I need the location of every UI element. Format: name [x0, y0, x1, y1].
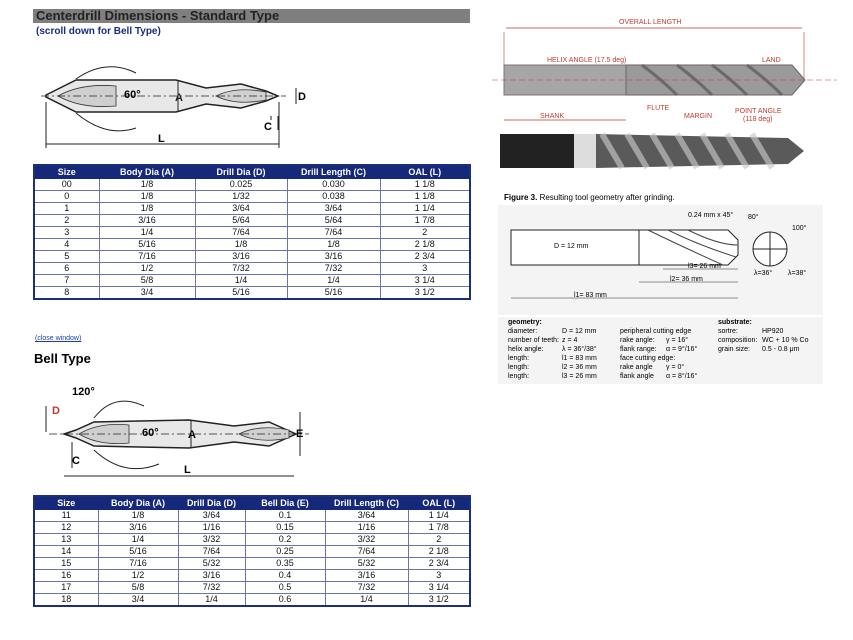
- spec-key: number of teeth:: [508, 337, 559, 344]
- table-cell: 7/16: [99, 251, 195, 263]
- flute-label: FLUTE: [647, 105, 670, 112]
- spec-row: [620, 345, 697, 354]
- scroll-note: (scroll down for Bell Type): [36, 26, 161, 37]
- table-cell: 6: [34, 263, 99, 275]
- bell-type-heading: Bell Type: [34, 351, 91, 366]
- spec-row: [620, 363, 697, 372]
- table-cell: 5/16: [98, 546, 178, 558]
- substrate-heading: substrate:: [718, 319, 752, 326]
- table-cell: 16: [34, 570, 98, 582]
- table-cell: 0.030: [287, 179, 380, 191]
- spec-row: [718, 336, 809, 345]
- table-row: [34, 263, 470, 275]
- figure-number: Figure 3.: [504, 193, 538, 202]
- spec-key: helix angle:: [508, 346, 544, 353]
- column-header: Body Dia (A): [99, 165, 195, 179]
- table-cell: 7/64: [178, 546, 245, 558]
- column-header: Size: [34, 165, 99, 179]
- table-cell: 1: [34, 203, 99, 215]
- table-row: [34, 582, 470, 594]
- table-cell: 0.1: [245, 510, 325, 522]
- table-row: [34, 570, 470, 582]
- table-cell: 1/32: [195, 191, 287, 203]
- bell-dimensions-table: [33, 495, 471, 607]
- label-a: A: [188, 429, 196, 441]
- table-row: [34, 251, 470, 263]
- label-l: L: [158, 133, 165, 145]
- table-cell: 1 1/8: [380, 191, 470, 203]
- table-cell: 7/64: [325, 546, 408, 558]
- spec-value: γ = 16°: [666, 337, 689, 344]
- table-cell: 5/16: [99, 239, 195, 251]
- label-e: E: [296, 428, 304, 440]
- table-cell: 13: [34, 534, 98, 546]
- table-cell: 3: [380, 263, 470, 275]
- spec-key: length:: [508, 364, 530, 371]
- table-row: [34, 179, 470, 191]
- table-cell: 3/64: [178, 510, 245, 522]
- table-cell: 1/2: [99, 263, 195, 275]
- l1-label: l1= 83 mm: [574, 292, 607, 299]
- table-cell: 00: [34, 179, 99, 191]
- spec-key: length:: [508, 373, 530, 380]
- label-d: D: [52, 405, 60, 417]
- table-cell: 3/16: [287, 251, 380, 263]
- table-cell: 14: [34, 546, 98, 558]
- table-cell: 1 1/4: [408, 510, 470, 522]
- table-cell: 1/8: [98, 510, 178, 522]
- table-header-row: [34, 496, 470, 510]
- column-header: Body Dia (A): [98, 496, 178, 510]
- table-cell: 1/2: [98, 570, 178, 582]
- table-cell: 3/64: [195, 203, 287, 215]
- table-cell: 15: [34, 558, 98, 570]
- spec-row: [508, 345, 597, 354]
- standard-centerdrill-diagram: [36, 58, 316, 150]
- table-cell: 2 3/4: [380, 251, 470, 263]
- table-cell: 8: [34, 287, 99, 300]
- spec-value: α = 8°/16°: [666, 373, 698, 380]
- column-header: OAL (L): [408, 496, 470, 510]
- figure-caption-text: Resulting tool geometry after grinding.: [539, 193, 675, 202]
- spec-key: peripheral cutting edge: [620, 328, 692, 335]
- spec-value: 0.5 - 0.8 μm: [762, 346, 800, 353]
- tool-spec-panel: [498, 317, 823, 384]
- overall-length-label: OVERALL LENGTH: [619, 19, 682, 26]
- table-row: [34, 594, 470, 607]
- table-row: [34, 203, 470, 215]
- table-header-row: [34, 165, 470, 179]
- spec-key: rake angle: [620, 364, 653, 371]
- table-cell: 3/32: [325, 534, 408, 546]
- table-cell: 7: [34, 275, 99, 287]
- label-c: C: [72, 455, 80, 467]
- table-cell: 1/4: [178, 594, 245, 607]
- figure-3-diagram: [498, 205, 823, 315]
- spec-key: length:: [508, 355, 530, 362]
- table-row: [34, 510, 470, 522]
- table-row: [34, 534, 470, 546]
- table-cell: 7/32: [325, 582, 408, 594]
- table-cell: 12: [34, 522, 98, 534]
- table-cell: 7/32: [178, 582, 245, 594]
- table-cell: 18: [34, 594, 98, 607]
- spec-row: [508, 363, 597, 372]
- table-cell: 3 1/2: [380, 287, 470, 300]
- angle-80-label: 80°: [748, 214, 759, 221]
- table-row: [34, 287, 470, 300]
- table-cell: 7/64: [195, 227, 287, 239]
- table-cell: 1/8: [99, 179, 195, 191]
- l2-label: l2= 36 mm: [670, 276, 703, 283]
- table-cell: 3 1/4: [408, 582, 470, 594]
- spec-row: [620, 336, 697, 345]
- point-angle-label: POINT ANGLE: [735, 108, 782, 115]
- table-row: [34, 558, 470, 570]
- table-cell: 0.25: [245, 546, 325, 558]
- column-header: OAL (L): [380, 165, 470, 179]
- spec-key: sortre:: [718, 328, 738, 335]
- spec-value: γ = 0°: [666, 364, 685, 371]
- column-header: Drill Dia (D): [195, 165, 287, 179]
- table-cell: 17: [34, 582, 98, 594]
- table-cell: 0.038: [287, 191, 380, 203]
- table-cell: 3 1/4: [380, 275, 470, 287]
- table-cell: 1/16: [325, 522, 408, 534]
- table-row: [34, 227, 470, 239]
- label-c: C: [264, 121, 272, 133]
- spec-key: composition:: [718, 337, 758, 344]
- table-cell: 4: [34, 239, 99, 251]
- spec-key: grain size:: [718, 346, 750, 353]
- table-cell: 1/8: [287, 239, 380, 251]
- table-row: [34, 239, 470, 251]
- table-cell: 0.6: [245, 594, 325, 607]
- table-row: [34, 215, 470, 227]
- spec-row: [620, 372, 697, 381]
- lambda-38-label: λ=38°: [788, 270, 807, 277]
- table-cell: 5/32: [178, 558, 245, 570]
- substrate-block: [718, 318, 809, 354]
- table-cell: 0.2: [245, 534, 325, 546]
- table-cell: 3: [408, 570, 470, 582]
- table-cell: 1/4: [287, 275, 380, 287]
- twist-drill-diagram: [492, 12, 837, 182]
- column-header: Drill Length (C): [325, 496, 408, 510]
- table-cell: 0.5: [245, 582, 325, 594]
- table-cell: 3/64: [325, 510, 408, 522]
- table-cell: 11: [34, 510, 98, 522]
- standard-dimensions-table: [33, 164, 471, 300]
- helix-angle-label: HELIX ANGLE (17.5 deg): [547, 57, 627, 64]
- spec-key: flank range:: [620, 346, 657, 353]
- table-cell: 1/4: [195, 275, 287, 287]
- table-cell: 1/4: [98, 534, 178, 546]
- table-cell: 3/64: [287, 203, 380, 215]
- table-cell: 0.025: [195, 179, 287, 191]
- spec-value: α = 9°/16°: [666, 346, 698, 353]
- table-row: [34, 275, 470, 287]
- spec-key: face cutting edge:: [620, 355, 676, 362]
- table-cell: 5: [34, 251, 99, 263]
- table-cell: 1 1/8: [380, 179, 470, 191]
- spec-row: [508, 327, 597, 336]
- spec-row: [718, 345, 809, 354]
- close-window-link[interactable]: (close window): [35, 335, 82, 342]
- table-row: [34, 546, 470, 558]
- table-cell: 3 1/2: [408, 594, 470, 607]
- table-cell: 5/32: [325, 558, 408, 570]
- angle-60-label: 60°: [124, 89, 141, 101]
- table-cell: 3/4: [98, 594, 178, 607]
- table-cell: 3/4: [99, 287, 195, 300]
- table-cell: 1/8: [99, 203, 195, 215]
- table-cell: 7/16: [98, 558, 178, 570]
- table-cell: 1/16: [178, 522, 245, 534]
- margin-label: MARGIN: [684, 113, 712, 120]
- label-l: L: [184, 464, 191, 476]
- table-cell: 3: [34, 227, 99, 239]
- column-header: Size: [34, 496, 98, 510]
- column-header: Drill Length (C): [287, 165, 380, 179]
- angle-120-label: 120°: [72, 386, 95, 398]
- column-header: Drill Dia (D): [178, 496, 245, 510]
- table-cell: 3/16: [98, 522, 178, 534]
- figure-3-caption: [504, 193, 675, 202]
- chamfer-label: 0.24 mm x 45°: [688, 212, 734, 219]
- shank-label: SHANK: [540, 113, 565, 120]
- label-a: A: [175, 92, 183, 104]
- table-cell: 1 1/4: [380, 203, 470, 215]
- spec-row: [718, 327, 809, 336]
- spec-value: HP920: [762, 328, 784, 335]
- table-cell: 2 3/4: [408, 558, 470, 570]
- table-cell: 1/8: [99, 191, 195, 203]
- spec-value: l1 = 83 mm: [562, 355, 597, 362]
- land-label: LAND: [762, 57, 781, 64]
- spec-row: [620, 354, 697, 363]
- angle-100-label: 100°: [792, 225, 807, 232]
- table-cell: 7/64: [287, 227, 380, 239]
- table-cell: 5/64: [287, 215, 380, 227]
- table-cell: 3/16: [178, 570, 245, 582]
- table-cell: 5/16: [195, 287, 287, 300]
- spec-row: [508, 372, 597, 381]
- table-cell: 0.4: [245, 570, 325, 582]
- table-cell: 7/32: [287, 263, 380, 275]
- spec-value: λ = 36°/38°: [562, 346, 597, 353]
- table-cell: 5/8: [99, 275, 195, 287]
- cutting-edge-block: [620, 327, 697, 381]
- spec-key: rake angle:: [620, 337, 655, 344]
- table-cell: 1/4: [325, 594, 408, 607]
- spec-value: D = 12 mm: [562, 328, 597, 335]
- l3-label: l3= 26 mm: [688, 263, 721, 270]
- spec-key: flank angle: [620, 373, 654, 380]
- table-cell: 1/8: [195, 239, 287, 251]
- table-cell: 0: [34, 191, 99, 203]
- spec-value: z = 4: [562, 337, 578, 344]
- table-cell: 7/32: [195, 263, 287, 275]
- table-cell: 0.35: [245, 558, 325, 570]
- spec-value: l2 = 36 mm: [562, 364, 597, 371]
- column-header: Bell Dia (E): [245, 496, 325, 510]
- table-cell: 3/16: [325, 570, 408, 582]
- label-d: D: [298, 91, 306, 103]
- spec-row: [508, 336, 597, 345]
- table-cell: 3/16: [99, 215, 195, 227]
- geometry-block: [508, 318, 597, 381]
- point-angle-value: (118 deg): [743, 116, 773, 123]
- spec-key: diameter:: [508, 328, 538, 335]
- table-cell: 2: [380, 227, 470, 239]
- lambda-36-label: λ=36°: [754, 270, 773, 277]
- table-cell: 2: [34, 215, 99, 227]
- table-cell: 1 7/8: [380, 215, 470, 227]
- table-cell: 0.15: [245, 522, 325, 534]
- table-cell: 3/16: [195, 251, 287, 263]
- spec-value: l3 = 26 mm: [562, 373, 597, 380]
- spec-value: WC + 10 % Co: [762, 337, 809, 344]
- table-cell: 2 1/8: [408, 546, 470, 558]
- table-cell: 2: [408, 534, 470, 546]
- table-cell: 5/16: [287, 287, 380, 300]
- table-row: [34, 191, 470, 203]
- diameter-label: D = 12 mm: [554, 243, 589, 250]
- table-cell: 1/4: [99, 227, 195, 239]
- spec-row: [620, 327, 697, 336]
- angle-60-label: 60°: [142, 427, 159, 439]
- table-cell: 5/64: [195, 215, 287, 227]
- table-cell: 2 1/8: [380, 239, 470, 251]
- bell-centerdrill-diagram: [34, 378, 319, 486]
- spec-row: [508, 354, 597, 363]
- geometry-heading: geometry:: [508, 319, 542, 326]
- table-cell: 3/32: [178, 534, 245, 546]
- table-cell: 5/8: [98, 582, 178, 594]
- page-title: Centerdrill Dimensions - Standard Type: [33, 9, 470, 23]
- table-cell: 1 7/8: [408, 522, 470, 534]
- table-row: [34, 522, 470, 534]
